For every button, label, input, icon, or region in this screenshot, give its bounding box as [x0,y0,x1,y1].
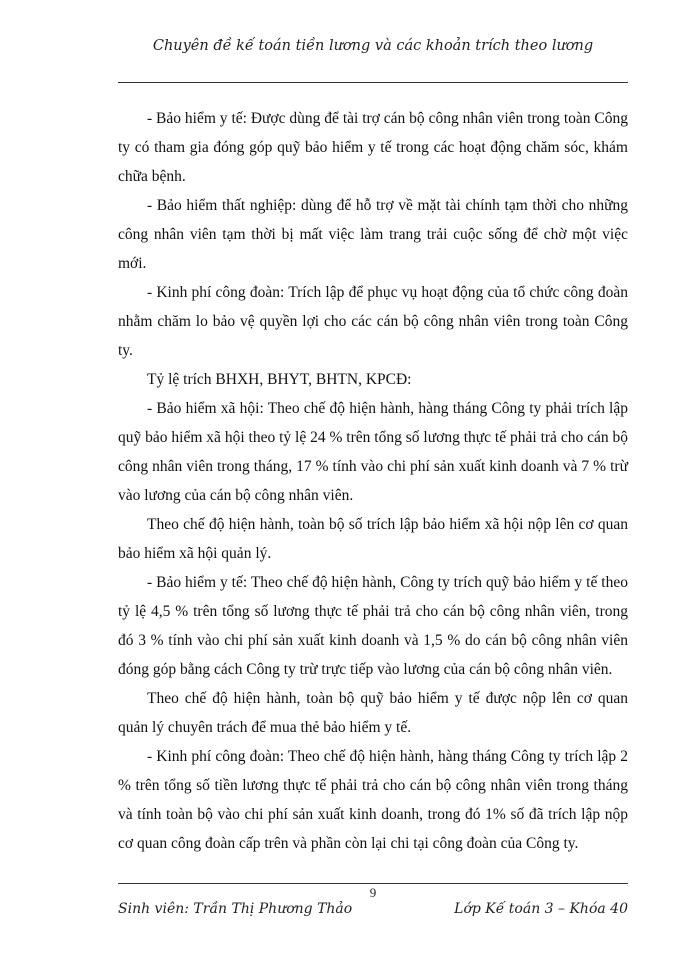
paragraph: - Bảo hiểm y tế: Được dùng để tài trợ cán bộ công nhân viên trong toàn Công ty có tham gia đóng góp quỹ bảo hiểm y tế trong các hoạt động chăm sóc, khám chữa bệnh. [118,110,628,185]
footer-class: Lớp Kế toán 3 – Khóa 40 [454,901,628,917]
paragraph: Theo chế độ hiện hành, toàn bộ quỹ bảo hiểm y tế được nộp lên cơ quan quản lý chuyên trách để mua thẻ bảo hiểm y tế. [118,690,628,736]
footer-rule [118,883,628,884]
paragraph: - Kinh phí công đoàn: Trích lập để phục vụ hoạt động của tổ chức công đoàn nhằm chăm lo bảo vệ quyền lợi cho các cán bộ công nhân viên trong toàn Công ty. [118,284,628,359]
paragraph: Theo chế độ hiện hành, toàn bộ số trích lập bảo hiểm xã hội nộp lên cơ quan bảo hiểm xã hội quản lý. [118,516,628,562]
footer-student: Sinh viên: Trần Thị Phương Thảo [118,901,353,917]
paragraph: - Kinh phí công đoàn: Theo chế độ hiện hành, hàng tháng Công ty trích lập 2 % trên tổng số tiền lương thực tế phải trả cho cán bộ công nhân viên trong tháng và tính toàn bộ vào chi phí sản xuất kinh doanh, trong đó 1% số đã trích lập nộp cơ quan công đoàn cấp trên và phần còn lại chi tại công đoàn của Công ty. [118,748,628,852]
paragraph: - Bảo hiểm xã hội: Theo chế độ hiện hành, hàng tháng Công ty phải trích lập quỹ bảo hiểm xã hội theo tỷ lệ 24 % trên tổng số lương thực tế phải trả cho cán bộ công nhân viên trong tháng, 17 % tính vào chi phí sản xuất kinh doanh và 7 % trừ vào lương của cán bộ công nhân viên. [118,400,628,504]
header-rule [118,82,628,83]
paragraph: - Bảo hiểm y tế: Theo chế độ hiện hành, Công ty trích quỹ bảo hiểm y tế theo tỷ lệ 4,5 % trên tổng số lương thực tế phải trả cho cán bộ công nhân viên, trong đó 3 % tính vào chi phí sản xuất kinh doanh và 1,5 % do cán bộ công nhân viên đóng góp bằng cách Công ty trừ trực tiếp vào lương của cán bộ công nhân viên. [118,574,628,678]
paragraph: Tỷ lệ trích BHXH, BHYT, BHTN, KPCĐ: [147,371,412,388]
body-text [118,104,628,858]
page-number: 9 [369,885,377,900]
paragraph: - Bảo hiểm thất nghiệp: dùng để hỗ trợ về mặt tài chính tạm thời cho những công nhân viên tạm thời bị mất việc làm trang trải cuộc sống để chờ một việc mới. [118,197,628,272]
header-title: Chuyên đề kế toán tiền lương và các khoản trích theo lương [152,38,594,54]
